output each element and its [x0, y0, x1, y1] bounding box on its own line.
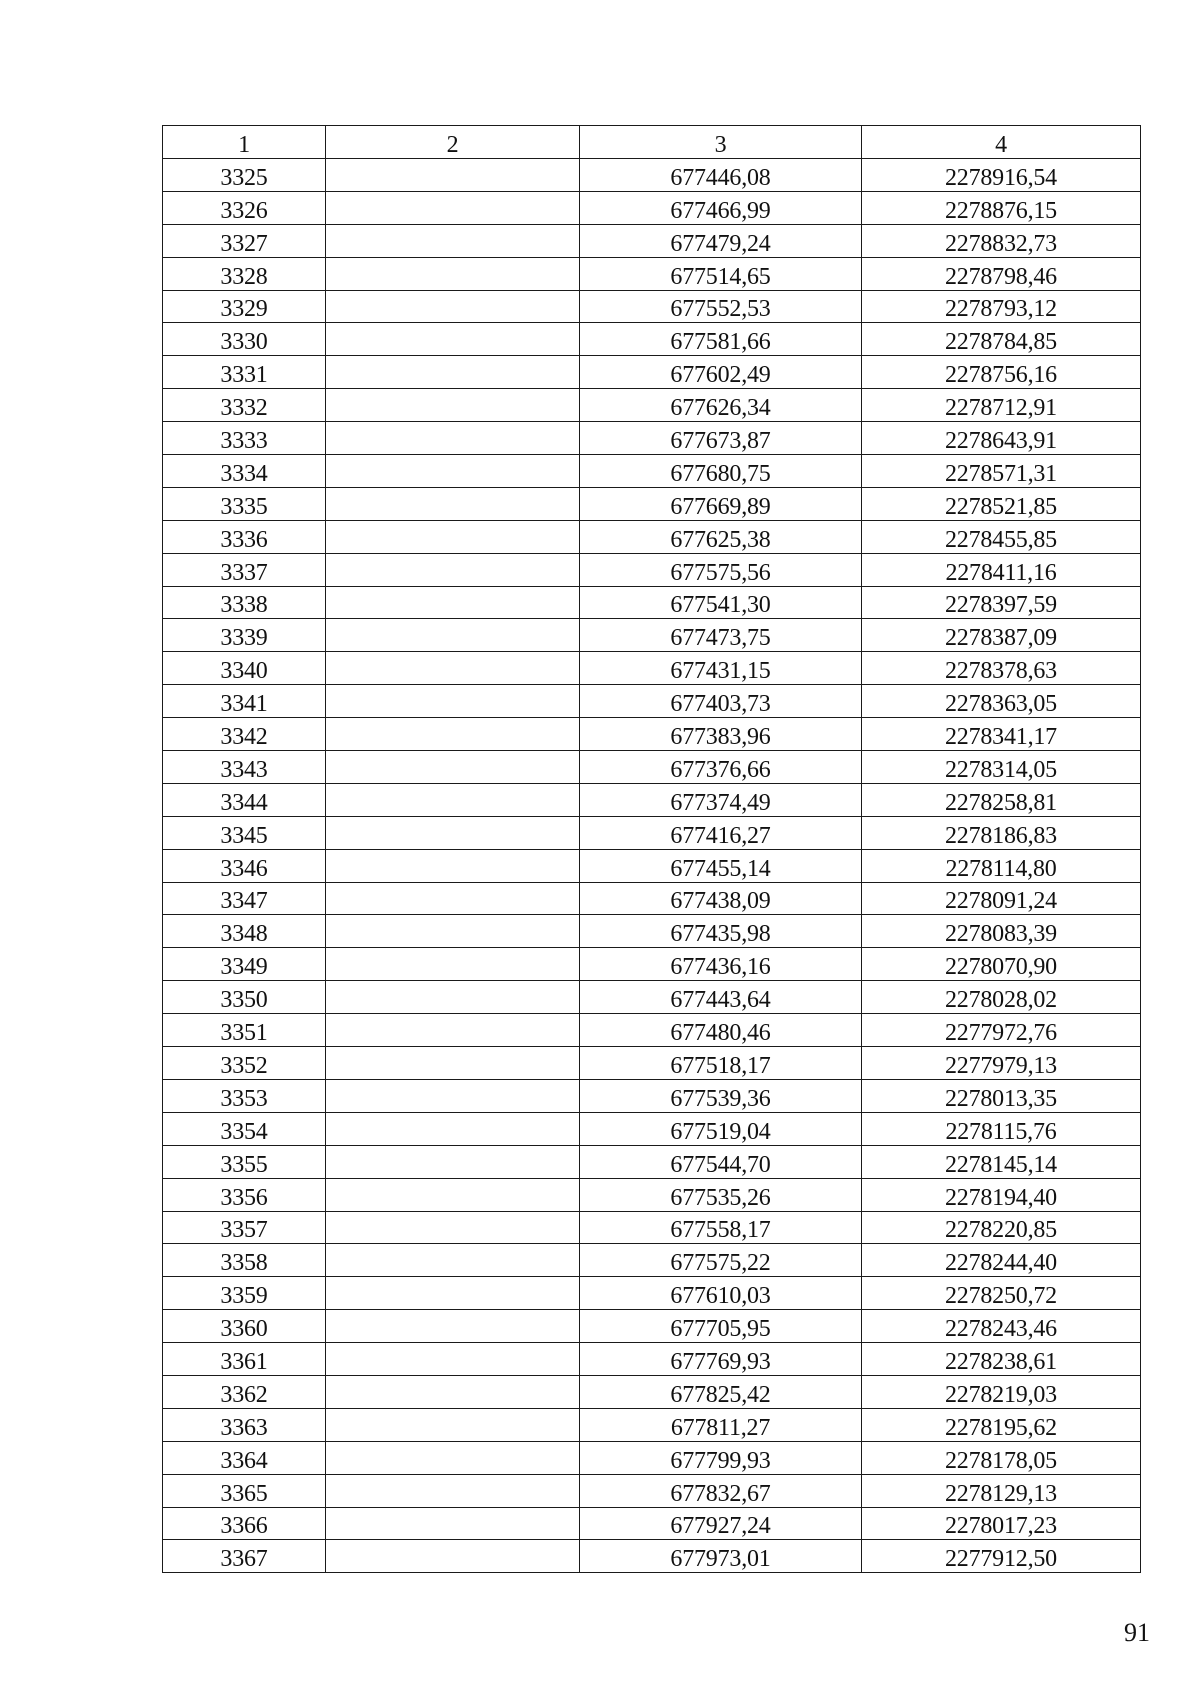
x-coordinate-cell: 677673,87: [580, 422, 862, 455]
table-row: [163, 356, 1141, 389]
y-coordinate-cell: 2278793,12: [862, 290, 1141, 323]
y-coordinate-cell: 2278083,39: [862, 915, 1141, 948]
table-row: [163, 159, 1141, 192]
point-number-cell: 3336: [163, 520, 326, 553]
point-number-cell: 3325: [163, 159, 326, 192]
point-number-cell: 3345: [163, 816, 326, 849]
point-number-cell: 3337: [163, 553, 326, 586]
column-2-cell: [326, 1310, 580, 1343]
point-number-cell: 3367: [163, 1540, 326, 1573]
x-coordinate-cell: 677403,73: [580, 685, 862, 718]
column-2-cell: [326, 915, 580, 948]
x-coordinate-cell: 677541,30: [580, 586, 862, 619]
column-2-cell: [326, 1408, 580, 1441]
x-coordinate-cell: 677558,17: [580, 1211, 862, 1244]
x-coordinate-cell: 677705,95: [580, 1310, 862, 1343]
y-coordinate-cell: 2278013,35: [862, 1079, 1141, 1112]
column-2-cell: [326, 224, 580, 257]
column-2-cell: [326, 1375, 580, 1408]
table-row: [163, 520, 1141, 553]
point-number-cell: 3326: [163, 191, 326, 224]
table-header-row: [163, 126, 1141, 159]
x-coordinate-cell: 677626,34: [580, 389, 862, 422]
x-coordinate-cell: 677602,49: [580, 356, 862, 389]
x-coordinate-cell: 677581,66: [580, 323, 862, 356]
y-coordinate-cell: 2278145,14: [862, 1145, 1141, 1178]
column-2-cell: [326, 619, 580, 652]
table-row: [163, 718, 1141, 751]
point-number-cell: 3355: [163, 1145, 326, 1178]
table-row: [163, 1375, 1141, 1408]
point-number-cell: 3349: [163, 948, 326, 981]
y-coordinate-cell: 2278798,46: [862, 257, 1141, 290]
x-coordinate-cell: 677769,93: [580, 1343, 862, 1376]
column-2-cell: [326, 1112, 580, 1145]
column-2-cell: [326, 553, 580, 586]
column-2-cell: [326, 751, 580, 784]
y-coordinate-cell: 2278387,09: [862, 619, 1141, 652]
column-2-cell: [326, 849, 580, 882]
y-coordinate-cell: 2278521,85: [862, 487, 1141, 520]
x-coordinate-cell: 677535,26: [580, 1178, 862, 1211]
x-coordinate-cell: 677376,66: [580, 751, 862, 784]
point-number-cell: 3342: [163, 718, 326, 751]
column-header-4: 4: [862, 126, 1141, 159]
column-2-cell: [326, 1244, 580, 1277]
y-coordinate-cell: 2278220,85: [862, 1211, 1141, 1244]
y-coordinate-cell: 2278243,46: [862, 1310, 1141, 1343]
column-2-cell: [326, 1178, 580, 1211]
point-number-cell: 3359: [163, 1277, 326, 1310]
column-2-cell: [326, 1277, 580, 1310]
table-row: [163, 553, 1141, 586]
column-2-cell: [326, 652, 580, 685]
point-number-cell: 3331: [163, 356, 326, 389]
point-number-cell: 3361: [163, 1343, 326, 1376]
page-number: 91: [1124, 1618, 1150, 1647]
x-coordinate-cell: 677669,89: [580, 487, 862, 520]
table-row: [163, 783, 1141, 816]
table-row: [163, 389, 1141, 422]
point-number-cell: 3352: [163, 1047, 326, 1080]
point-number-cell: 3328: [163, 257, 326, 290]
y-coordinate-cell: 2278070,90: [862, 948, 1141, 981]
column-2-cell: [326, 1047, 580, 1080]
column-2-cell: [326, 290, 580, 323]
y-coordinate-cell: 2278712,91: [862, 389, 1141, 422]
y-coordinate-cell: 2278186,83: [862, 816, 1141, 849]
point-number-cell: 3332: [163, 389, 326, 422]
table-row: [163, 1178, 1141, 1211]
x-coordinate-cell: 677575,56: [580, 553, 862, 586]
table-row: [163, 1211, 1141, 1244]
y-coordinate-cell: 2278341,17: [862, 718, 1141, 751]
column-2-cell: [326, 1079, 580, 1112]
point-number-cell: 3329: [163, 290, 326, 323]
point-number-cell: 3347: [163, 882, 326, 915]
column-2-cell: [326, 520, 580, 553]
point-number-cell: 3356: [163, 1178, 326, 1211]
column-2-cell: [326, 257, 580, 290]
column-2-cell: [326, 718, 580, 751]
point-number-cell: 3341: [163, 685, 326, 718]
table-row: [163, 422, 1141, 455]
column-2-cell: [326, 1540, 580, 1573]
x-coordinate-cell: 677519,04: [580, 1112, 862, 1145]
point-number-cell: 3363: [163, 1408, 326, 1441]
x-coordinate-cell: 677374,49: [580, 783, 862, 816]
y-coordinate-cell: 2278258,81: [862, 783, 1141, 816]
x-coordinate-cell: 677518,17: [580, 1047, 862, 1080]
coordinates-table: [162, 125, 1141, 1573]
table-row: [163, 849, 1141, 882]
y-coordinate-cell: 2278028,02: [862, 981, 1141, 1014]
x-coordinate-cell: 677416,27: [580, 816, 862, 849]
table-body: [163, 159, 1141, 1573]
column-2-cell: [326, 422, 580, 455]
table-row: [163, 816, 1141, 849]
x-coordinate-cell: 677514,65: [580, 257, 862, 290]
y-coordinate-cell: 2277912,50: [862, 1540, 1141, 1573]
y-coordinate-cell: 2278195,62: [862, 1408, 1141, 1441]
y-coordinate-cell: 2278017,23: [862, 1507, 1141, 1540]
x-coordinate-cell: 677466,99: [580, 191, 862, 224]
column-2-cell: [326, 159, 580, 192]
x-coordinate-cell: 677927,24: [580, 1507, 862, 1540]
x-coordinate-cell: 677544,70: [580, 1145, 862, 1178]
table-row: [163, 1474, 1141, 1507]
y-coordinate-cell: 2278314,05: [862, 751, 1141, 784]
y-coordinate-cell: 2278219,03: [862, 1375, 1141, 1408]
column-2-cell: [326, 487, 580, 520]
table-row: [163, 1277, 1141, 1310]
table-row: [163, 290, 1141, 323]
point-number-cell: 3338: [163, 586, 326, 619]
table-row: [163, 685, 1141, 718]
column-2-cell: [326, 882, 580, 915]
x-coordinate-cell: 677443,64: [580, 981, 862, 1014]
table-row: [163, 224, 1141, 257]
y-coordinate-cell: 2278756,16: [862, 356, 1141, 389]
column-2-cell: [326, 1211, 580, 1244]
x-coordinate-cell: 677435,98: [580, 915, 862, 948]
column-2-cell: [326, 783, 580, 816]
column-2-cell: [326, 685, 580, 718]
y-coordinate-cell: 2278194,40: [862, 1178, 1141, 1211]
column-2-cell: [326, 948, 580, 981]
table-row: [163, 882, 1141, 915]
point-number-cell: 3344: [163, 783, 326, 816]
point-number-cell: 3340: [163, 652, 326, 685]
y-coordinate-cell: 2278363,05: [862, 685, 1141, 718]
column-header-2: 2: [326, 126, 580, 159]
table-row: [163, 1540, 1141, 1573]
x-coordinate-cell: 677575,22: [580, 1244, 862, 1277]
table-row: [163, 1343, 1141, 1376]
column-2-cell: [326, 1441, 580, 1474]
point-number-cell: 3354: [163, 1112, 326, 1145]
y-coordinate-cell: 2278178,05: [862, 1441, 1141, 1474]
table-row: [163, 1079, 1141, 1112]
x-coordinate-cell: 677610,03: [580, 1277, 862, 1310]
y-coordinate-cell: 2278411,16: [862, 553, 1141, 586]
x-coordinate-cell: 677539,36: [580, 1079, 862, 1112]
point-number-cell: 3334: [163, 455, 326, 488]
point-number-cell: 3343: [163, 751, 326, 784]
column-2-cell: [326, 1145, 580, 1178]
point-number-cell: 3330: [163, 323, 326, 356]
y-coordinate-cell: 2277979,13: [862, 1047, 1141, 1080]
y-coordinate-cell: 2278238,61: [862, 1343, 1141, 1376]
table-row: [163, 751, 1141, 784]
table-row: [163, 487, 1141, 520]
y-coordinate-cell: 2278244,40: [862, 1244, 1141, 1277]
table-row: [163, 1112, 1141, 1145]
column-2-cell: [326, 586, 580, 619]
x-coordinate-cell: 677825,42: [580, 1375, 862, 1408]
x-coordinate-cell: 677436,16: [580, 948, 862, 981]
column-2-cell: [326, 816, 580, 849]
table-row: [163, 948, 1141, 981]
y-coordinate-cell: 2278397,59: [862, 586, 1141, 619]
y-coordinate-cell: 2278378,63: [862, 652, 1141, 685]
column-2-cell: [326, 455, 580, 488]
point-number-cell: 3351: [163, 1014, 326, 1047]
point-number-cell: 3360: [163, 1310, 326, 1343]
column-2-cell: [326, 389, 580, 422]
table-row: [163, 1310, 1141, 1343]
table-row: [163, 1047, 1141, 1080]
table-row: [163, 1441, 1141, 1474]
point-number-cell: 3353: [163, 1079, 326, 1112]
column-2-cell: [326, 1474, 580, 1507]
x-coordinate-cell: 677455,14: [580, 849, 862, 882]
x-coordinate-cell: 677479,24: [580, 224, 862, 257]
x-coordinate-cell: 677383,96: [580, 718, 862, 751]
x-coordinate-cell: 677625,38: [580, 520, 862, 553]
x-coordinate-cell: 677552,53: [580, 290, 862, 323]
column-2-cell: [326, 323, 580, 356]
x-coordinate-cell: 677480,46: [580, 1014, 862, 1047]
y-coordinate-cell: 2277972,76: [862, 1014, 1141, 1047]
table-row: [163, 619, 1141, 652]
table-row: [163, 981, 1141, 1014]
table-row: [163, 586, 1141, 619]
table-row: [163, 915, 1141, 948]
point-number-cell: 3339: [163, 619, 326, 652]
table-row: [163, 1244, 1141, 1277]
point-number-cell: 3346: [163, 849, 326, 882]
x-coordinate-cell: 677799,93: [580, 1441, 862, 1474]
table-row: [163, 455, 1141, 488]
y-coordinate-cell: 2278250,72: [862, 1277, 1141, 1310]
point-number-cell: 3357: [163, 1211, 326, 1244]
column-2-cell: [326, 356, 580, 389]
y-coordinate-cell: 2278091,24: [862, 882, 1141, 915]
y-coordinate-cell: 2278571,31: [862, 455, 1141, 488]
point-number-cell: 3365: [163, 1474, 326, 1507]
table-row: [163, 1408, 1141, 1441]
table-row: [163, 1145, 1141, 1178]
column-header-3: 3: [580, 126, 862, 159]
column-2-cell: [326, 1343, 580, 1376]
x-coordinate-cell: 677973,01: [580, 1540, 862, 1573]
x-coordinate-cell: 677680,75: [580, 455, 862, 488]
table-row: [163, 323, 1141, 356]
table-row: [163, 1507, 1141, 1540]
y-coordinate-cell: 2278129,13: [862, 1474, 1141, 1507]
column-header-1: 1: [163, 126, 326, 159]
column-2-cell: [326, 1507, 580, 1540]
point-number-cell: 3335: [163, 487, 326, 520]
point-number-cell: 3350: [163, 981, 326, 1014]
column-2-cell: [326, 981, 580, 1014]
column-2-cell: [326, 191, 580, 224]
x-coordinate-cell: 677473,75: [580, 619, 862, 652]
y-coordinate-cell: 2278784,85: [862, 323, 1141, 356]
y-coordinate-cell: 2278114,80: [862, 849, 1141, 882]
point-number-cell: 3362: [163, 1375, 326, 1408]
point-number-cell: 3348: [163, 915, 326, 948]
x-coordinate-cell: 677832,67: [580, 1474, 862, 1507]
x-coordinate-cell: 677438,09: [580, 882, 862, 915]
y-coordinate-cell: 2278832,73: [862, 224, 1141, 257]
y-coordinate-cell: 2278643,91: [862, 422, 1141, 455]
table-row: [163, 1014, 1141, 1047]
y-coordinate-cell: 2278876,15: [862, 191, 1141, 224]
point-number-cell: 3358: [163, 1244, 326, 1277]
point-number-cell: 3333: [163, 422, 326, 455]
point-number-cell: 3366: [163, 1507, 326, 1540]
point-number-cell: 3327: [163, 224, 326, 257]
y-coordinate-cell: 2278455,85: [862, 520, 1141, 553]
y-coordinate-cell: 2278916,54: [862, 159, 1141, 192]
x-coordinate-cell: 677446,08: [580, 159, 862, 192]
table-row: [163, 652, 1141, 685]
point-number-cell: 3364: [163, 1441, 326, 1474]
x-coordinate-cell: 677431,15: [580, 652, 862, 685]
x-coordinate-cell: 677811,27: [580, 1408, 862, 1441]
table-row: [163, 191, 1141, 224]
y-coordinate-cell: 2278115,76: [862, 1112, 1141, 1145]
column-2-cell: [326, 1014, 580, 1047]
table-row: [163, 257, 1141, 290]
